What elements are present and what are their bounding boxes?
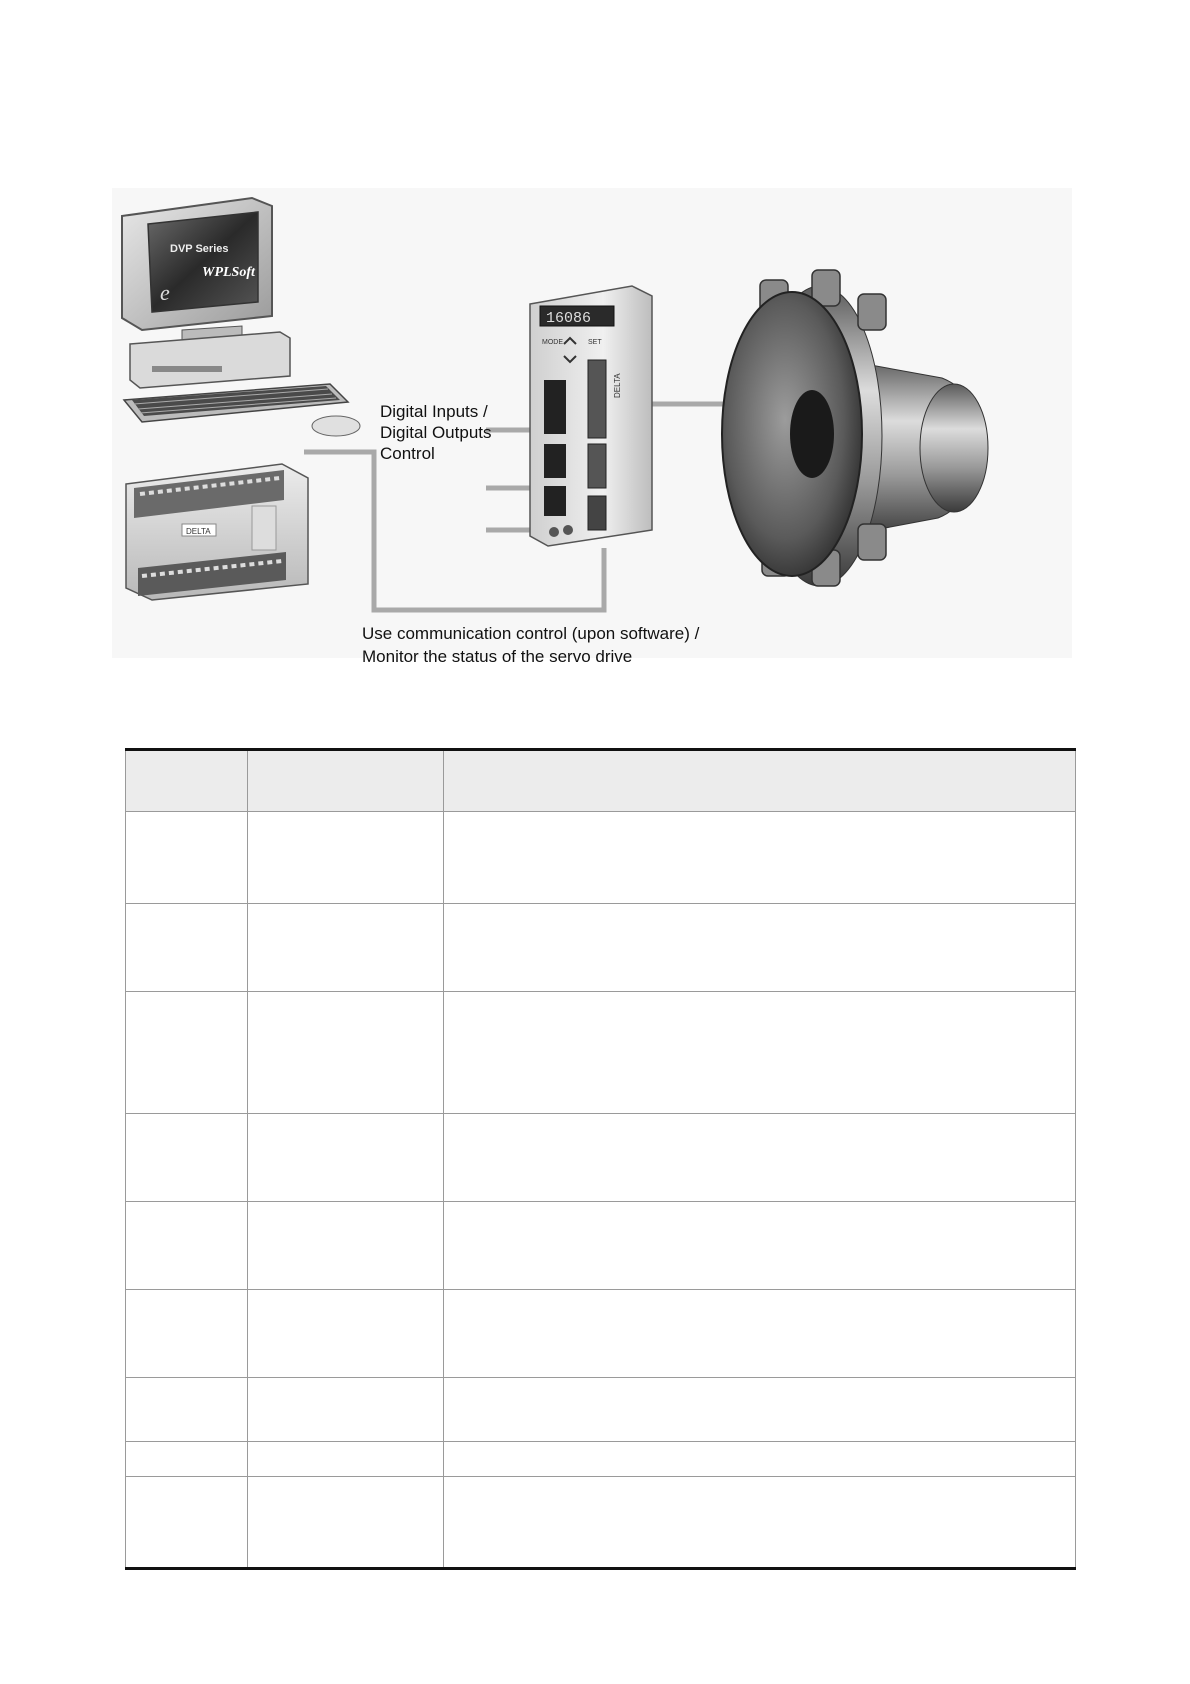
table-cell xyxy=(444,1290,1076,1378)
header-cell-2 xyxy=(248,750,444,812)
drive-brand: DELTA xyxy=(613,373,622,398)
table-cell xyxy=(126,1202,248,1290)
table-cell xyxy=(444,1114,1076,1202)
table-cell xyxy=(126,1477,248,1569)
plc-icon xyxy=(126,464,308,600)
table-row xyxy=(126,1202,1076,1290)
communication-label xyxy=(362,622,699,668)
table-cell xyxy=(444,904,1076,992)
table-row xyxy=(126,904,1076,992)
screen-title: DVP Series xyxy=(170,243,229,255)
table-cell xyxy=(248,1442,444,1477)
io-label-line-2: Digital Outputs xyxy=(380,423,492,442)
drive-button-set: SET xyxy=(588,339,602,346)
table-cell xyxy=(248,1477,444,1569)
table-cell xyxy=(248,1114,444,1202)
table-cell xyxy=(444,1378,1076,1442)
communication-label-line-2: Monitor the status of the servo drive xyxy=(362,647,633,666)
table-row xyxy=(126,1442,1076,1477)
header-cell-1 xyxy=(126,750,248,812)
table-cell xyxy=(126,1442,248,1477)
table-cell xyxy=(126,1378,248,1442)
table-cell xyxy=(248,992,444,1114)
table-cell xyxy=(126,1290,248,1378)
spec-table xyxy=(125,748,1076,1570)
table-row xyxy=(126,1378,1076,1442)
disc-hub xyxy=(790,390,834,478)
table-cell xyxy=(126,1114,248,1202)
table-header-row xyxy=(126,750,1076,812)
table-cell xyxy=(444,812,1076,904)
table-cell xyxy=(248,1378,444,1442)
table-cell xyxy=(126,992,248,1114)
table-cell xyxy=(126,812,248,904)
diagram-artwork xyxy=(112,188,1072,668)
io-label-line-3: Control xyxy=(380,444,435,463)
table-row xyxy=(126,1477,1076,1569)
table-row xyxy=(126,992,1076,1114)
io-label-line-1: Digital Inputs / xyxy=(380,402,488,421)
table-cell xyxy=(444,1477,1076,1569)
header-cell-3 xyxy=(444,750,1076,812)
table-row xyxy=(126,1114,1076,1202)
table-cell xyxy=(248,904,444,992)
drive-button-mode: MODE xyxy=(542,339,563,346)
table-row xyxy=(126,1290,1076,1378)
drive-display: 16086 xyxy=(546,310,592,327)
table-cell xyxy=(444,992,1076,1114)
table-row xyxy=(126,812,1076,904)
table-cell xyxy=(248,1202,444,1290)
screen-software: WPLSoft xyxy=(202,265,255,280)
table-cell xyxy=(444,1442,1076,1477)
table-cell xyxy=(444,1202,1076,1290)
table-cell xyxy=(126,904,248,992)
table-cell xyxy=(248,812,444,904)
plc-brand: DELTA xyxy=(186,527,211,536)
servo-drive-icon xyxy=(530,286,652,546)
screen-logo: e xyxy=(160,280,170,305)
communication-label-line-1: Use communication control (upon software) / xyxy=(362,624,700,643)
table-cell xyxy=(248,1290,444,1378)
system-diagram xyxy=(112,188,1072,668)
io-label xyxy=(380,401,492,464)
